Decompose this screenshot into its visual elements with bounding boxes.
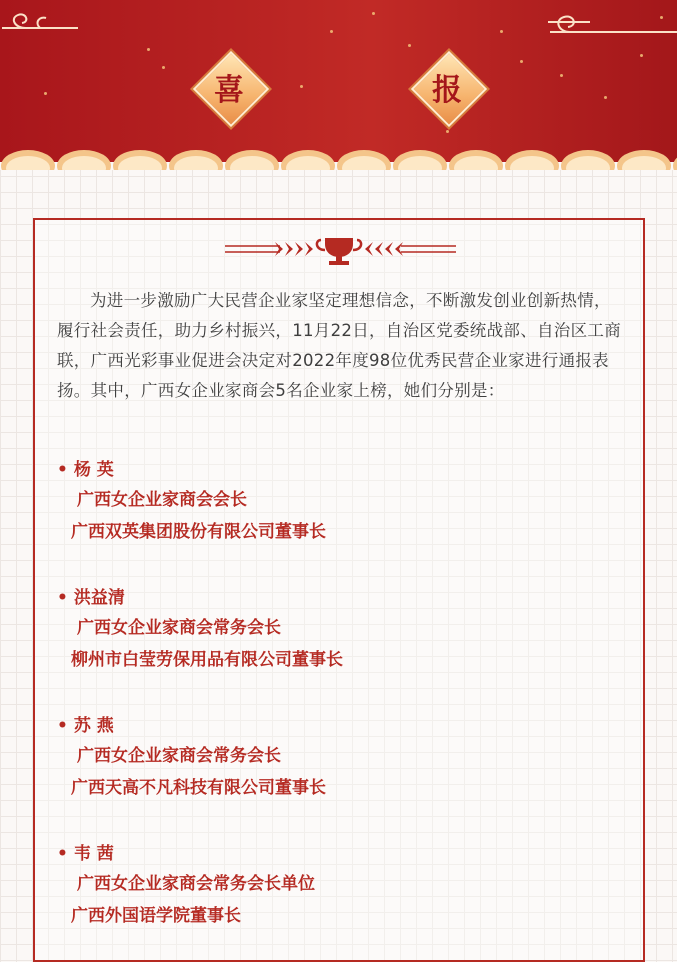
honoree-company: 广西天高不凡科技有限公司董事长 (71, 778, 326, 798)
honoree-name: 洪益清 (73, 588, 125, 608)
honoree-entry (57, 584, 623, 676)
honoree-name-row (57, 456, 623, 484)
honoree-title: 广西女企业家商会会长 (77, 490, 247, 510)
honoree-company: 广西外国语学院董事长 (71, 906, 241, 926)
bao-badge (412, 52, 482, 122)
honoree-company: 柳州市白莹劳保用品有限公司董事长 (71, 650, 343, 670)
honoree-title: 广西女企业家商会常务会长 (77, 746, 281, 766)
honoree-title: 广西女企业家商会常务会长单位 (77, 874, 315, 894)
honoree-entry (57, 840, 623, 932)
honoree-name: 韦 茜 (73, 844, 114, 864)
intro-paragraph: 为进一步激励广大民营企业家坚定理想信念，不断激发创业创新热情，履行社会责任，助力乡村振兴，11月22日，自治区党委统战部、自治区工商联，广西光彩事业促进会决定对2022年度98位优秀民营企业家进行通报表扬。其中，广西女企业家商会5名企业家上榜，她们分别是： (57, 291, 621, 400)
xi-badge (194, 52, 264, 122)
honoree-entry (57, 456, 623, 548)
honoree-name: 苏 燕 (73, 716, 114, 736)
honoree-name-row (57, 712, 623, 740)
bullet-icon: • (57, 588, 68, 608)
honoree-name-row (57, 584, 623, 612)
honoree-entry (57, 712, 623, 804)
scallop-border (0, 148, 677, 170)
cloud-swirl-right-icon (540, 6, 677, 42)
bullet-icon: • (57, 716, 68, 736)
badge-char-left: 喜 (214, 73, 244, 108)
honoree-name: 杨 英 (73, 460, 114, 480)
honoree-title: 广西女企业家商会常务会长 (77, 618, 281, 638)
badge-char-right: 报 (432, 73, 462, 108)
trophy-icon (35, 232, 643, 268)
honoree-company: 广西双英集团股份有限公司董事长 (71, 522, 326, 542)
header-banner (0, 0, 677, 170)
bullet-icon: • (57, 460, 68, 480)
announcement-card (33, 218, 645, 962)
honoree-name-row (57, 840, 623, 868)
cloud-swirl-left-icon (0, 6, 90, 36)
bullet-icon: • (57, 844, 68, 864)
